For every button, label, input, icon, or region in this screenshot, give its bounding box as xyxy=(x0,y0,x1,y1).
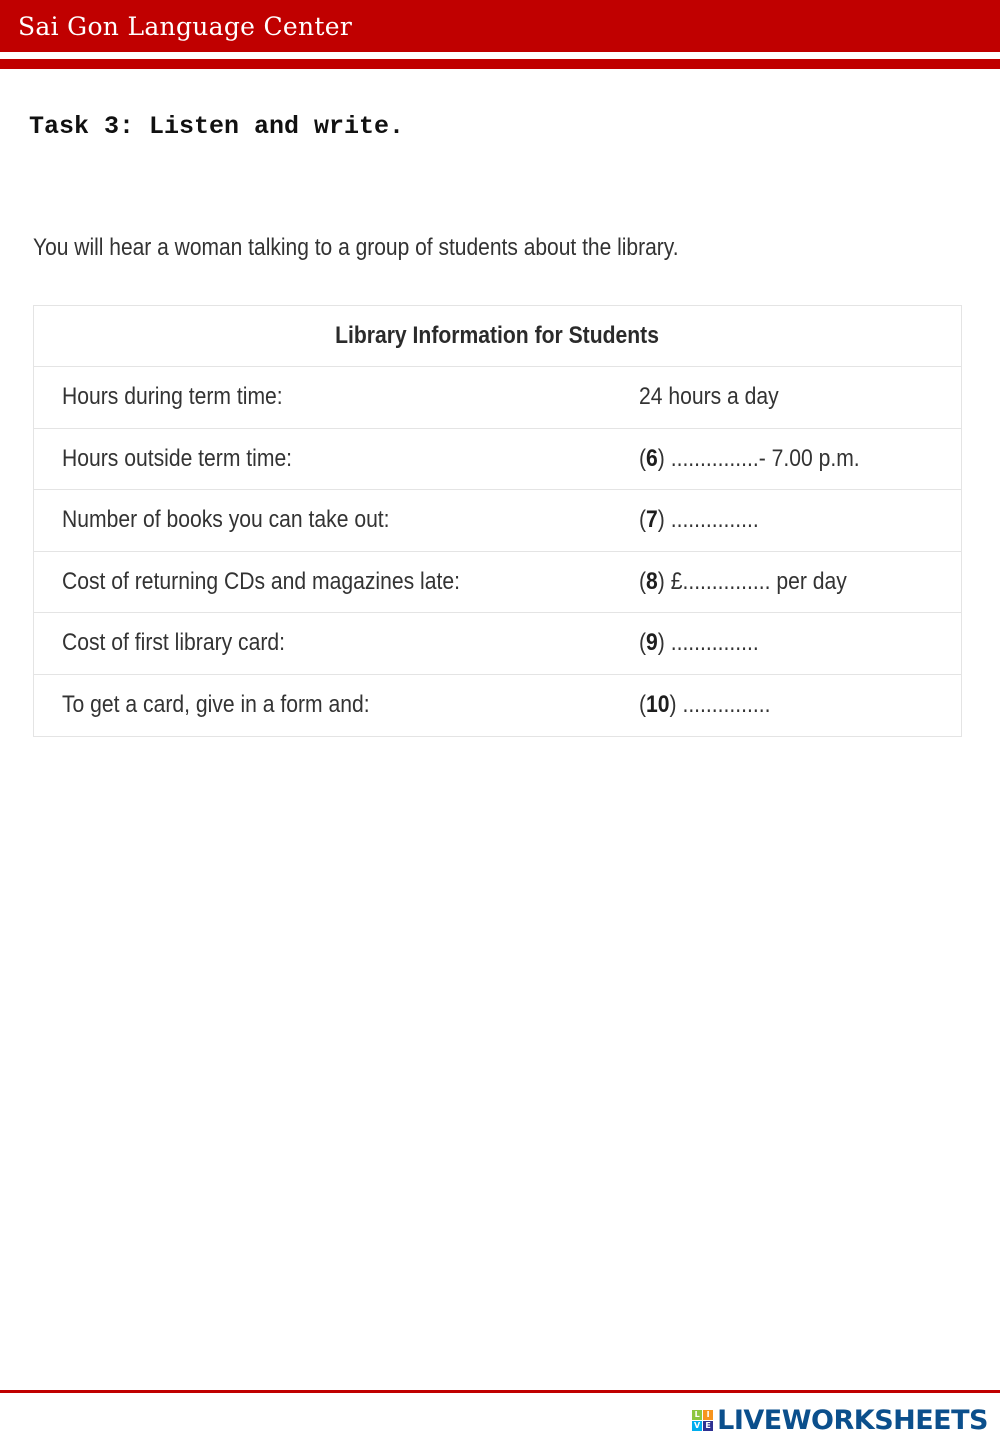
answer-blank[interactable]: £............... per day xyxy=(670,567,847,595)
table-row xyxy=(34,490,961,552)
answer-blank[interactable]: ............... xyxy=(670,506,759,534)
logo-square: L xyxy=(692,1410,702,1420)
row-value: ( 9 ) ............... xyxy=(639,629,759,657)
question-number: 7 xyxy=(646,506,658,534)
table-header xyxy=(34,306,961,367)
row-label: Hours outside term time: xyxy=(62,444,293,472)
logo-square: V xyxy=(694,1420,701,1430)
row-label: Cost of returning CDs and magazines late: xyxy=(62,567,460,595)
intro-text: You will hear a woman talking to a group of students about the library. xyxy=(33,234,679,261)
question-number: 10 xyxy=(646,691,670,719)
row-value xyxy=(639,367,779,428)
row-value: ( 10 ) ............... xyxy=(639,691,771,719)
footer-rule xyxy=(0,1390,1000,1393)
question-number: 8 xyxy=(646,567,658,595)
task-title: Task 3: Listen and write. xyxy=(29,112,405,141)
liveworksheets-brand xyxy=(692,1403,988,1437)
row-label: To get a card, give in a form and: xyxy=(62,691,370,719)
table-title: Library Information for Students xyxy=(335,322,660,349)
logo-square: I xyxy=(703,1410,713,1420)
row-label: Cost of first library card: xyxy=(62,629,285,657)
row-value-text: 24 hours a day xyxy=(639,383,779,411)
liveworksheets-logo-icon xyxy=(692,1410,713,1431)
table-row xyxy=(34,367,961,429)
row-value: ( 8 ) £............... per day xyxy=(639,567,847,595)
row-label: Hours during term time: xyxy=(62,383,283,411)
row-label: Number of books you can take out: xyxy=(62,506,390,534)
table-row xyxy=(34,552,961,614)
answer-blank[interactable]: ............... xyxy=(670,629,759,657)
row-value: ( 6 ) ...............- 7.00 p.m. xyxy=(639,444,860,472)
answer-blank[interactable]: ...............- 7.00 p.m. xyxy=(670,444,860,472)
table-row xyxy=(34,675,961,737)
brand-name: LIVEWORKSHEETS xyxy=(717,1404,988,1436)
row-value: ( 7 ) ............... xyxy=(639,506,759,534)
library-info-table xyxy=(33,305,962,737)
logo-square: E xyxy=(703,1421,713,1431)
question-number: 9 xyxy=(646,629,658,657)
header-title: Sai Gon Language Center xyxy=(18,12,353,41)
answer-blank[interactable]: ............... xyxy=(682,691,771,719)
table-row xyxy=(34,613,961,675)
header-rule xyxy=(0,59,1000,69)
question-number: 6 xyxy=(646,444,658,472)
table-row xyxy=(34,429,961,491)
